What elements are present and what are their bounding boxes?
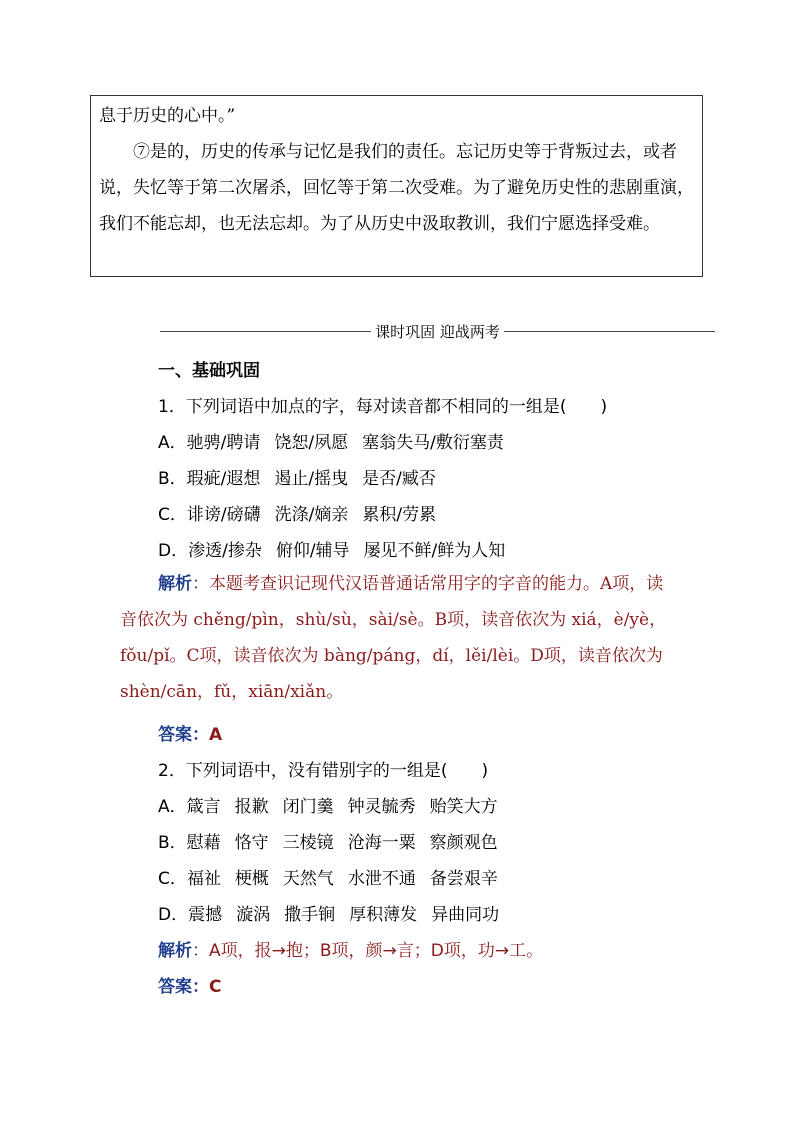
q1-answer: 答案：A: [158, 725, 223, 745]
q2-answer: 答案：C: [158, 977, 222, 997]
q1-option-c: C．诽谤/磅礴 洗涤/嫡亲 累积/劳累: [158, 505, 437, 525]
section-divider: [160, 318, 715, 344]
q2-option-d: D．震撼 漩涡 撒手锏 厚积薄发 异曲同功: [158, 905, 500, 925]
q1-analysis-text: ：本题考查识记现代汉语普通话常用字的字音的能力。A项，读音依次为 chěng/pìn，shù/sù，sài/sè。B项，读音依次为 xiá，è/yè，fǒu/pǐ。C项，读音依次为 bàng/páng，dí，lěi/lèi。D项，读音依次为 shèn/cān，fǔ，xiān/xiǎn。: [120, 574, 667, 702]
divider-line-right: [504, 331, 715, 332]
passage-paragraph-7: ⑦是的，历史的传承与记忆是我们的责任。忘记历史等于背叛过去，或者说，失忆等于第二次屠杀，回忆等于第二次受难。为了避免历史性的悲剧重演，我们不能忘却，也无法忘却。为了从历史中汲取教训，我们宁愿选择受难。: [99, 142, 694, 234]
divider-line-left: [160, 331, 371, 332]
divider-label: 课时巩固 迎战两考: [375, 322, 500, 341]
q2-analysis: 解析：A项，报→抱；B项，颜→言；D项，功→工。: [158, 941, 544, 961]
analysis-label: 解析: [158, 574, 192, 594]
q1-analysis: [120, 566, 680, 710]
q2-option-b: B．慰藉 恪守 三棱镜 沧海一粟 察颜观色: [158, 833, 498, 853]
q1-option-b: B．瑕疵/遐想 遏止/摇曳 是否/臧否: [158, 469, 436, 489]
q1-option-d: D．渗透/掺杂 俯仰/辅导 屡见不鲜/鲜为人知: [158, 541, 506, 561]
q2-option-c: C．福祉 梗概 天然气 水泄不通 备尝艰辛: [158, 869, 498, 889]
q2-stem: 2．下列词语中，没有错别字的一组是( ): [158, 761, 489, 781]
section-title: 一、基础巩固: [158, 361, 260, 381]
passage-box: [90, 95, 703, 277]
q2-option-a: A．箴言 报歉 闭门羹 钟灵毓秀 贻笑大方: [158, 797, 498, 817]
passage-line: 息于历史的心中。”: [99, 106, 236, 126]
q1-option-a: A．驰骋/聘请 饶恕/夙愿 塞翁失马/敷衍塞责: [158, 433, 504, 453]
q1-stem: 1．下列词语中加点的字，每对读音都不相同的一组是( ): [158, 397, 608, 417]
